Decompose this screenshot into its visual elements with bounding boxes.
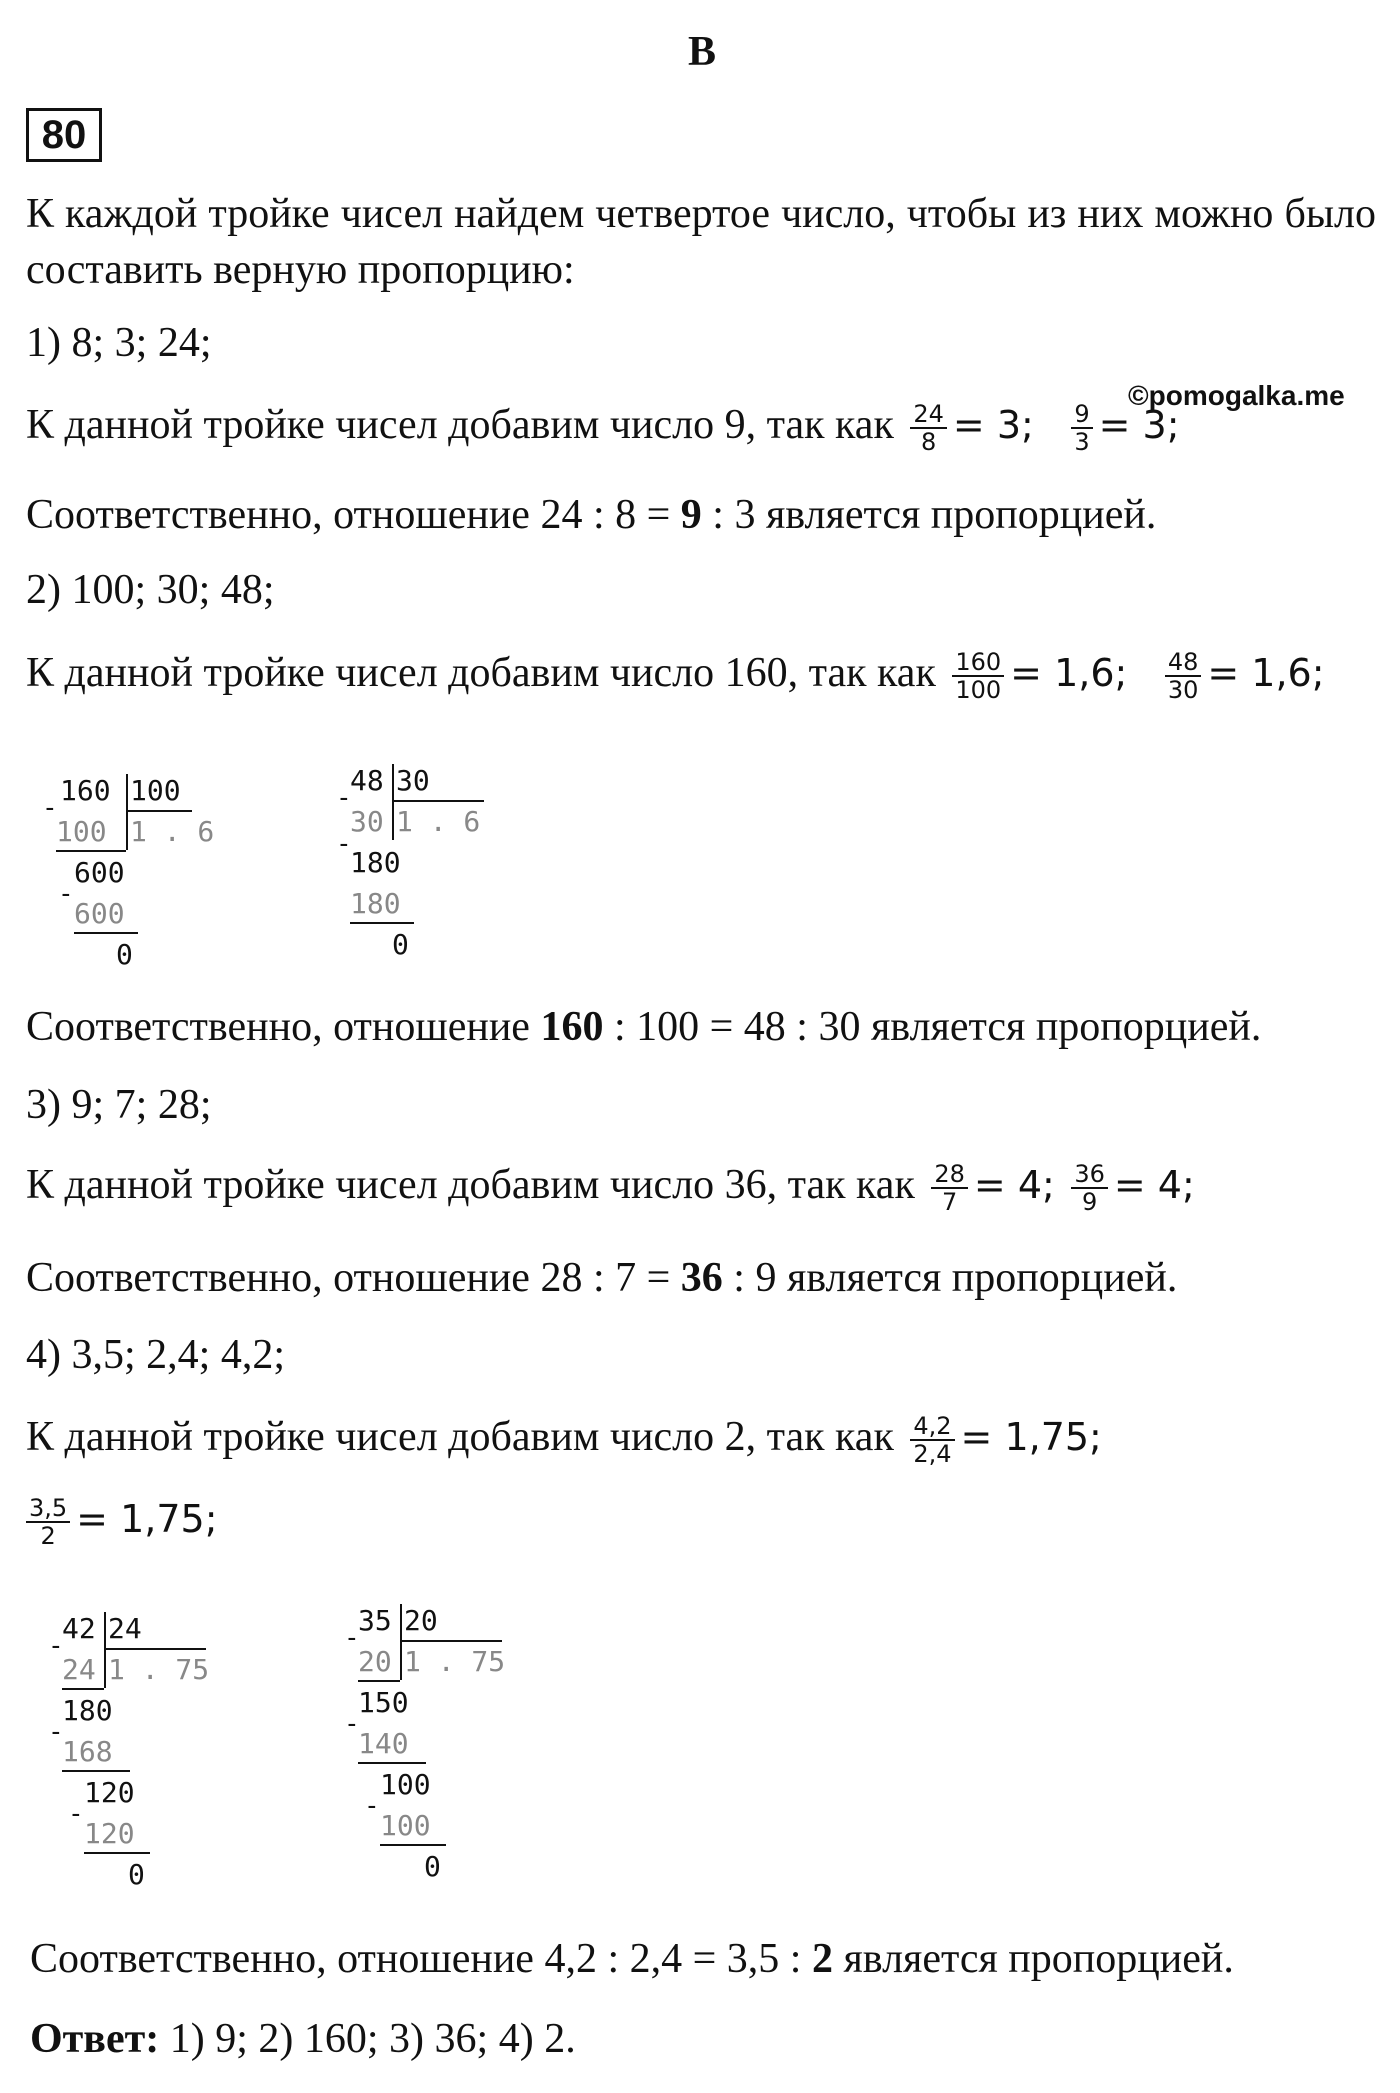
item3-conclusion [26, 1253, 1177, 1303]
fraction-numerator: 4,2 [910, 1413, 954, 1441]
fraction-numerator: 3,5 [26, 1495, 70, 1523]
problem-number: 80 [26, 108, 102, 162]
item4-second-fraction [20, 1494, 218, 1550]
remainder: 180 [62, 1694, 113, 1727]
item1-conclusion [26, 490, 1156, 540]
item2-fraction-2 [1165, 649, 1202, 704]
item3-fraction-2-result: = 4; [1113, 1163, 1195, 1207]
item4-fraction-1 [910, 1413, 954, 1468]
item1-fraction-2-result: = 3; [1098, 403, 1180, 447]
subtrahend: 180 [350, 887, 401, 920]
conclusion-text: : 100 = 48 : 30 является пропорцией. [603, 1004, 1262, 1050]
item4-reason [26, 1412, 1102, 1468]
item1-fraction-1-result: = 3; [952, 403, 1034, 447]
long-division-35-20: 35 20 - 20 1 . 75 150 - 140 100 - 100 0 [358, 1600, 508, 1890]
subtrahend: 100 [56, 815, 107, 848]
intro-paragraph: К каждой тройке чисел найдем четвертое число, чтобы из них можно было составить верную пропорцию: [26, 191, 1376, 293]
answer-text: 1) 9; 2) 160; 3) 36; 4) 2. [159, 2016, 576, 2062]
subtrahend: 100 [380, 1809, 431, 1842]
conclusion-answer: 36 [680, 1255, 723, 1301]
fraction-denominator: 2 [40, 1522, 56, 1551]
dividend: 42 [62, 1612, 96, 1645]
remainder: 600 [74, 856, 125, 889]
fraction-numerator: 9 [1071, 401, 1092, 429]
long-division-160-100: 160 100 - 100 1 . 6 600 - 600 0 [56, 770, 196, 970]
divisor: 24 [108, 1612, 142, 1645]
item2-fraction-2-result: = 1,6; [1207, 651, 1325, 695]
subtrahend: 600 [74, 897, 125, 930]
remainder: 150 [358, 1686, 409, 1719]
quotient: 1 . 6 [130, 815, 215, 848]
fraction-denominator: 3 [1074, 428, 1090, 457]
long-division-48-30: 48 30 - 30 1 . 6 - 180 180 0 [350, 760, 490, 960]
subtrahend: 140 [358, 1727, 409, 1760]
fraction-denominator: 9 [1081, 1188, 1098, 1217]
quotient: 1 . 75 [404, 1645, 506, 1678]
fraction-numerator: 36 [1071, 1161, 1108, 1189]
item1-label: 1) 8; 3; 24; [26, 320, 212, 366]
subtrahend: 30 [350, 805, 384, 838]
item3-fraction-1 [931, 1161, 968, 1216]
item2-text: К данной тройке чисел добавим число 160, так как [26, 650, 936, 696]
conclusion-text: Соответственно, отношение [26, 1004, 541, 1050]
conclusion-text: Соответственно, отношение 4,2 : 2,4 = 3,5 : [30, 1936, 812, 1982]
quotient: 1 . 6 [396, 805, 481, 838]
item3-fraction-1-result: = 4; [973, 1163, 1055, 1207]
remainder: 100 [380, 1768, 431, 1801]
subtrahend: 168 [62, 1735, 113, 1768]
item4-text: К данной тройке чисел добавим число 2, так как [26, 1414, 894, 1460]
fraction-denominator: 7 [941, 1188, 958, 1217]
item3-reason [26, 1160, 1195, 1216]
answer-label: Ответ: [30, 2016, 160, 2062]
item4-fraction-1-result: = 1,75; [960, 1415, 1102, 1459]
dividend: 48 [350, 764, 384, 797]
fraction-numerator: 160 [952, 649, 1004, 677]
long-division-42-24: 42 24 - 24 1 . 75 180 - 168 120 - 120 0 [62, 1608, 212, 1898]
conclusion-text: Соответственно, отношение 28 : 7 = [26, 1255, 681, 1301]
fraction-denominator: 2,4 [913, 1440, 952, 1469]
divisor: 20 [404, 1604, 438, 1637]
fraction-denominator: 30 [1167, 676, 1199, 705]
watermark: ©pomogalka.me [1128, 380, 1345, 411]
subtrahend: 20 [358, 1645, 392, 1678]
quotient: 1 . 75 [108, 1653, 210, 1686]
fraction-numerator: 28 [931, 1161, 968, 1189]
item3-text: К данной тройке чисел добавим число 36, так как [26, 1162, 915, 1208]
item1-fraction-1 [910, 401, 947, 456]
item4-fraction-2-result: = 1,75; [76, 1497, 218, 1541]
conclusion-text: : 9 является пропорцией. [722, 1255, 1178, 1301]
item1-reason [26, 400, 1180, 456]
subtrahend: 24 [62, 1653, 96, 1686]
item2-label: 2) 100; 30; 48; [26, 567, 275, 613]
answer-line [30, 2014, 576, 2064]
item2-reason [26, 648, 1325, 704]
item1-text: К данной тройке чисел добавим число 9, так как [26, 402, 894, 448]
item4-label: 4) 3,5; 2,4; 4,2; [26, 1332, 285, 1378]
divisor: 30 [396, 764, 430, 797]
conclusion-text: является пропорцией. [832, 1936, 1234, 1982]
conclusion-answer: 160 [540, 1004, 604, 1050]
conclusion-answer: 2 [811, 1936, 833, 1982]
conclusion-text: : 3 является пропорцией. [701, 492, 1157, 538]
conclusion-answer: 9 [680, 492, 702, 538]
dividend: 160 [60, 774, 111, 807]
item2-fraction-1 [952, 649, 1004, 704]
fraction-numerator: 24 [910, 401, 947, 429]
dividend: 35 [358, 1604, 392, 1637]
item4-conclusion [30, 1934, 1234, 1984]
remainder: 0 [128, 1858, 145, 1891]
item2-fraction-1-result: = 1,6; [1010, 651, 1128, 695]
fraction-denominator: 100 [955, 676, 1002, 705]
conclusion-text: Соответственно, отношение 24 : 8 = [26, 492, 681, 538]
divisor: 100 [130, 774, 181, 807]
item3-fraction-2 [1071, 1161, 1108, 1216]
remainder: 0 [392, 928, 409, 961]
remainder: 180 [350, 846, 401, 879]
subtrahend: 120 [84, 1817, 135, 1850]
item4-fraction-2 [26, 1495, 70, 1550]
remainder: 0 [116, 938, 133, 971]
remainder: 120 [84, 1776, 135, 1809]
section-heading: В [688, 29, 717, 75]
item3-label: 3) 9; 7; 28; [26, 1082, 212, 1128]
fraction-numerator: 48 [1165, 649, 1202, 677]
item2-conclusion [26, 1002, 1261, 1052]
item1-fraction-2 [1071, 401, 1092, 456]
remainder: 0 [424, 1850, 441, 1883]
fraction-denominator: 8 [920, 428, 937, 457]
